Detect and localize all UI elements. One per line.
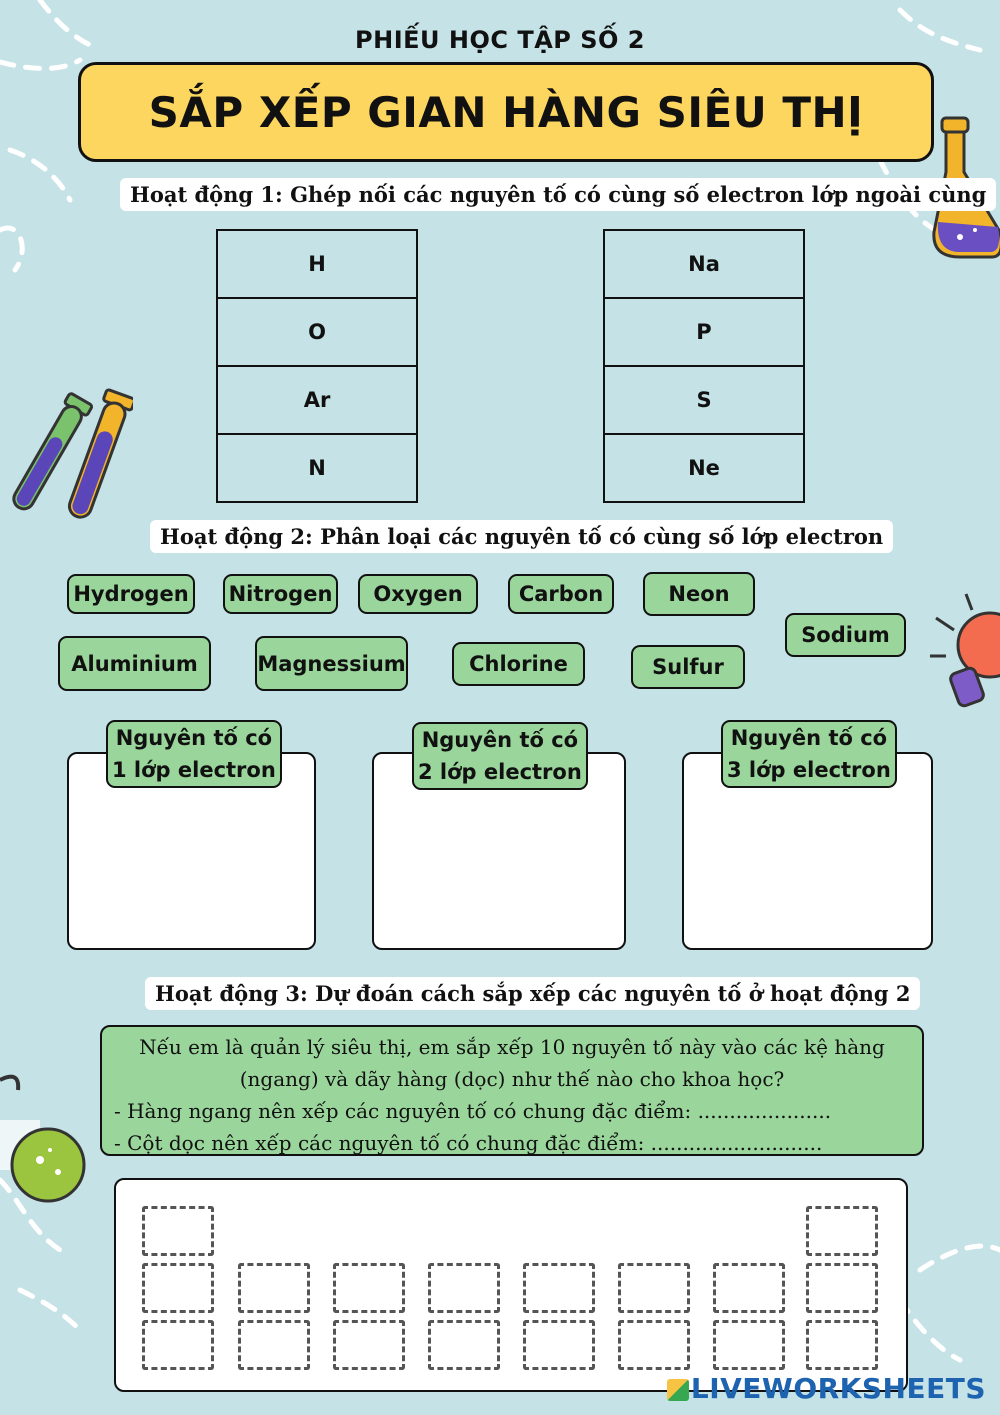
periodic-grid-box bbox=[114, 1178, 908, 1392]
drop-box-1-label bbox=[106, 720, 282, 788]
box-label-line: 2 lớp electron bbox=[418, 760, 582, 784]
element-cell[interactable]: Na bbox=[605, 231, 803, 299]
grid-slot[interactable] bbox=[333, 1263, 405, 1313]
grid-slot[interactable] bbox=[142, 1206, 214, 1256]
element-chip-aluminium[interactable]: Aluminium bbox=[58, 636, 211, 691]
element-cell[interactable]: N bbox=[308, 456, 326, 480]
element-cell[interactable]: S bbox=[605, 367, 803, 435]
question-box bbox=[100, 1025, 924, 1156]
grid-slot[interactable] bbox=[142, 1263, 214, 1313]
box-label-line: 3 lớp electron bbox=[727, 758, 891, 782]
box-label-line: 1 lớp electron bbox=[112, 758, 276, 782]
test-tubes-icon bbox=[8, 385, 133, 530]
element-table-right bbox=[603, 229, 805, 503]
element-chip-sodium[interactable]: Sodium bbox=[785, 613, 906, 657]
grid-slot[interactable] bbox=[618, 1263, 690, 1313]
element-cell[interactable]: O bbox=[218, 299, 416, 367]
grid-slot[interactable] bbox=[806, 1206, 878, 1256]
grid-slot[interactable] bbox=[618, 1320, 690, 1370]
element-cell[interactable]: P bbox=[605, 299, 803, 367]
grid-slot[interactable] bbox=[238, 1263, 310, 1313]
drop-box-2-label bbox=[412, 722, 588, 790]
box-label-line: Nguyên tố có bbox=[115, 726, 273, 750]
grid-slot[interactable] bbox=[806, 1320, 878, 1370]
element-chip-hydrogen[interactable]: Hydrogen bbox=[67, 574, 195, 614]
element-chip-carbon[interactable]: Carbon bbox=[508, 574, 614, 614]
round-flask-icon bbox=[0, 1060, 100, 1205]
light-bulb-icon bbox=[928, 590, 1000, 725]
box-label-line: Nguyên tố có bbox=[730, 726, 888, 750]
element-cell[interactable]: Ar bbox=[218, 367, 416, 435]
box-label-line: Nguyên tố có bbox=[421, 728, 579, 752]
drop-box-3-label bbox=[721, 720, 897, 788]
activity-2-heading: Hoạt động 2: Phân loại các nguyên tố có cùng số lớp electron bbox=[150, 520, 893, 553]
grid-slot[interactable] bbox=[523, 1320, 595, 1370]
grid-slot[interactable] bbox=[713, 1320, 785, 1370]
question-line-2: (ngang) và dãy hàng (dọc) như thế nào cho khoa học? bbox=[239, 1067, 785, 1091]
liveworksheets-badge-icon bbox=[667, 1379, 689, 1401]
activity-1-heading: Hoạt động 1: Ghép nối các nguyên tố có cùng số electron lớp ngoài cùng bbox=[120, 178, 996, 211]
column-prompt[interactable]: - Cột dọc nên xếp các nguyên tố có chung đặc điểm: ........................... bbox=[114, 1131, 823, 1155]
question-line-1: Nếu em là quản lý siêu thị, em sắp xếp 10 nguyên tố này vào các kệ hàng bbox=[139, 1035, 885, 1059]
element-chip-neon[interactable]: Neon bbox=[643, 572, 755, 616]
worksheet-number: PHIẾU HỌC TẬP SỐ 2 bbox=[355, 26, 645, 54]
element-cell[interactable]: Ne bbox=[688, 456, 720, 480]
element-chip-magnessium[interactable]: Magnessium bbox=[255, 636, 408, 691]
grid-slot[interactable] bbox=[806, 1263, 878, 1313]
row-prompt[interactable]: - Hàng ngang nên xếp các nguyên tố có chung đặc điểm: ..................... bbox=[114, 1099, 832, 1123]
grid-slot[interactable] bbox=[428, 1320, 500, 1370]
grid-slot[interactable] bbox=[523, 1263, 595, 1313]
grid-slot[interactable] bbox=[713, 1263, 785, 1313]
page-title: SẮP XẾP GIAN HÀNG SIÊU THỊ bbox=[78, 62, 934, 162]
element-cell[interactable]: H bbox=[218, 231, 416, 299]
element-table-left bbox=[216, 229, 418, 503]
activity-3-heading: Hoạt động 3: Dự đoán cách sắp xếp các nguyên tố ở hoạt động 2 bbox=[145, 977, 920, 1010]
element-chip-nitrogen[interactable]: Nitrogen bbox=[223, 574, 338, 614]
grid-slot[interactable] bbox=[428, 1263, 500, 1313]
grid-slot[interactable] bbox=[333, 1320, 405, 1370]
grid-slot[interactable] bbox=[238, 1320, 310, 1370]
element-chip-chlorine[interactable]: Chlorine bbox=[452, 642, 585, 686]
watermark-logo bbox=[667, 1372, 986, 1405]
watermark-text: LIVEWORKSHEETS bbox=[690, 1372, 986, 1405]
element-chip-oxygen[interactable]: Oxygen bbox=[358, 574, 478, 614]
element-chip-sulfur[interactable]: Sulfur bbox=[631, 645, 745, 689]
grid-slot[interactable] bbox=[142, 1320, 214, 1370]
